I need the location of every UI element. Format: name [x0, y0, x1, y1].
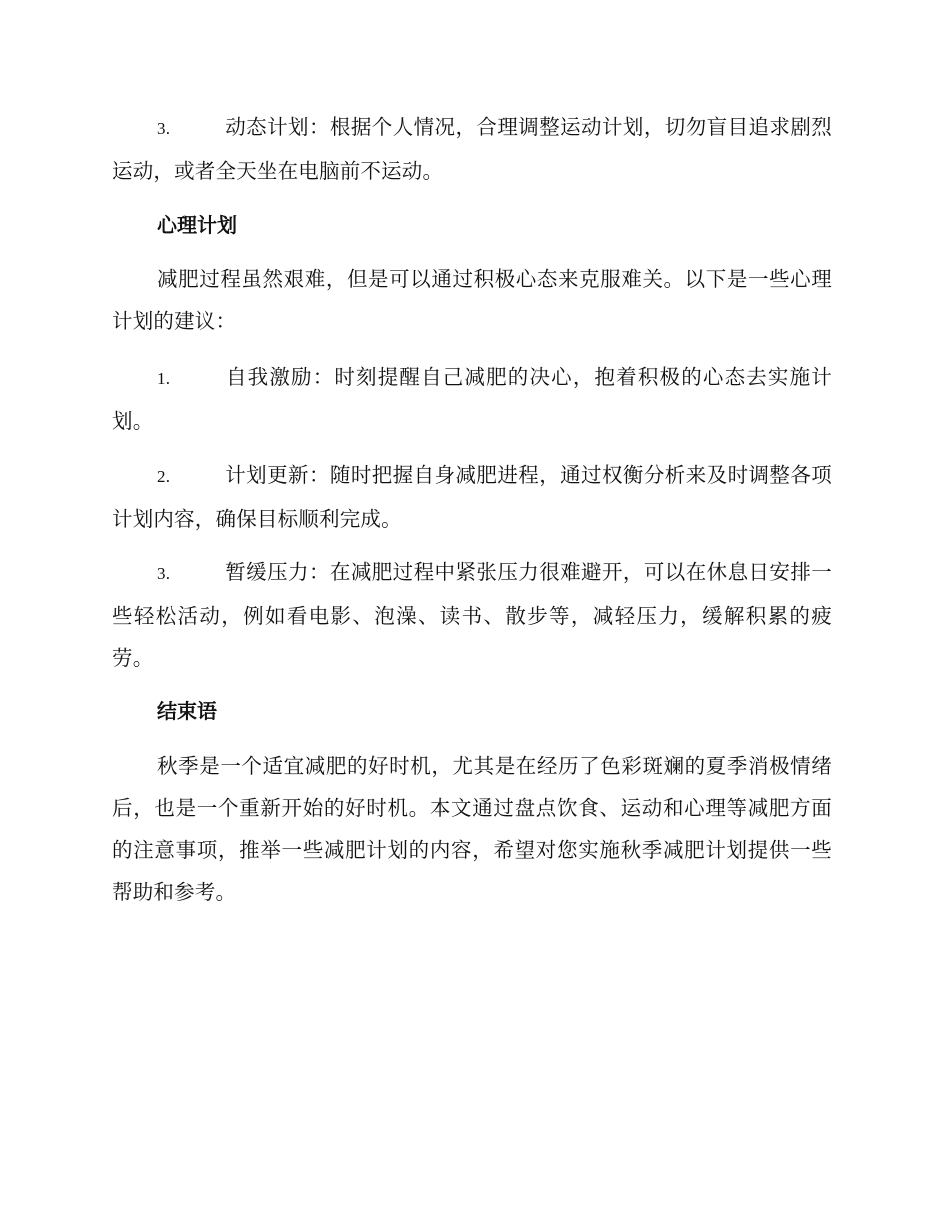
list-item-text: 动态计划：根据个人情况，合理调整运动计划，切勿盲目追求剧烈运动，或者全天坐在电脑前不运动。: [112, 115, 832, 183]
list-number: 2.: [157, 467, 171, 486]
psych-item-2: [112, 454, 832, 540]
section-heading-conclusion: 结束语: [157, 699, 217, 723]
psych-intro-paragraph: 减肥过程虽然艰难，但是可以通过积极心态来克服难关。以下是一些心理计划的建议：: [112, 267, 832, 333]
list-item-text: 自我激励：时刻提醒自己减肥的决心，抱着积极的心态去实施计划。: [112, 365, 832, 433]
psych-item-3: [112, 551, 832, 679]
list-number: 1.: [157, 369, 171, 388]
section-heading-psych: 心理计划: [157, 213, 237, 237]
list-item-text: 暂缓压力：在减肥过程中紧张压力很难避开，可以在休息日安排一些轻松活动，例如看电影、泡澡、读书、散步等，减轻压力，缓解积累的疲劳。: [112, 560, 832, 670]
list-number: 3.: [157, 564, 171, 583]
conclusion-paragraph: 秋季是一个适宜减肥的好时机，尤其是在经历了色彩斑斓的夏季消极情绪后，也是一个重新开始的好时机。本文通过盘点饮食、运动和心理等减肥方面的注意事项，推举一些减肥计划的内容，希望对您实施秋季减肥计划提供一些帮助和参考。: [112, 754, 832, 904]
list-number: 3.: [157, 119, 171, 138]
psych-item-1: [112, 356, 832, 442]
exercise-plan-item-3: [112, 106, 832, 192]
list-item-text: 计划更新：随时把握自身减肥进程，通过权衡分析来及时调整各项计划内容，确保目标顺利完成。: [112, 463, 832, 531]
